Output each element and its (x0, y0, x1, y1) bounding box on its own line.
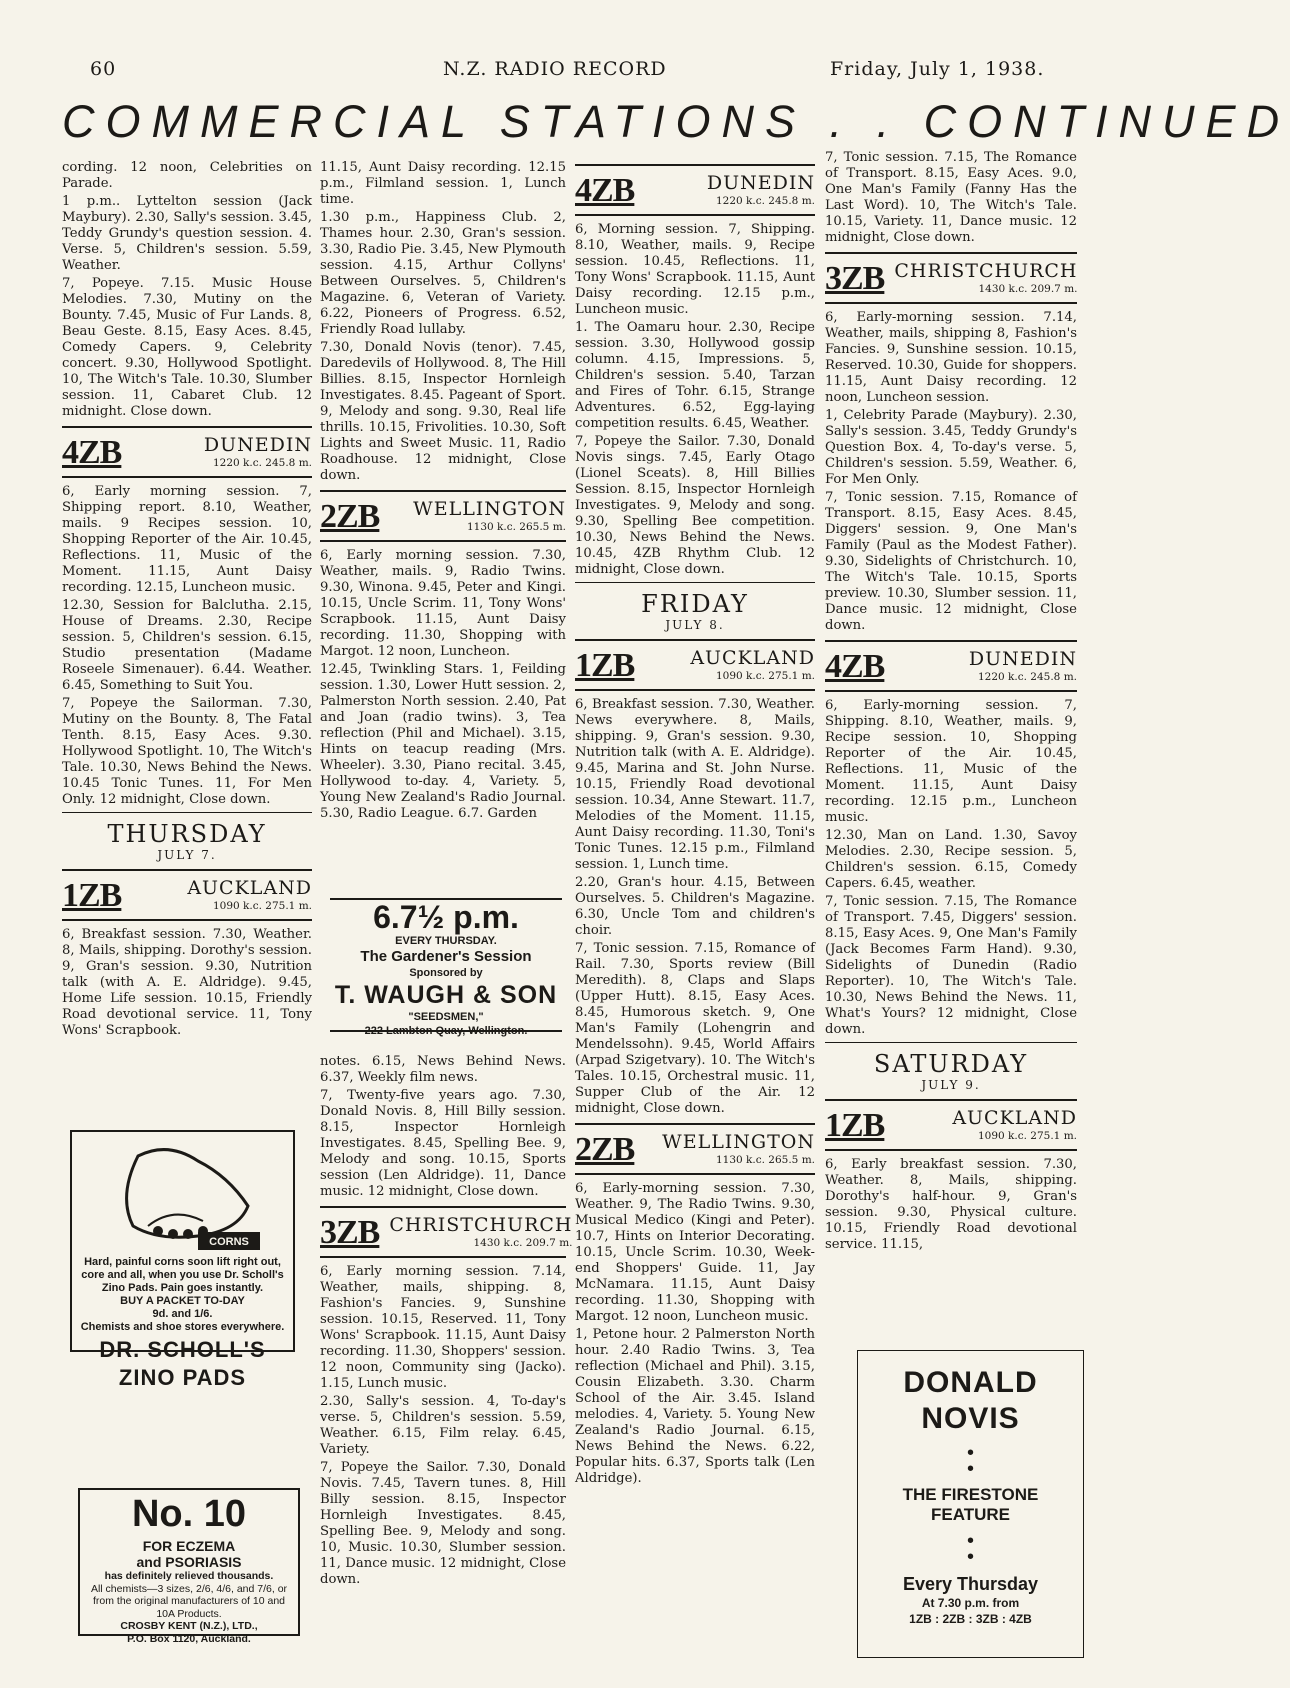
ad-brand: ZINO PADS (118, 1365, 247, 1390)
paragraph: 6, Early-morning session. 7.14, Weather, mails, shipping 8, Fashion's Fancies. 9, Sunshine session. 10.15, Reserved. 10.30, Guide for shoppers. 11.15, Aunt Daisy recording. 12 noon, Luncheon session. (825, 310, 1077, 405)
day-heading-saturday (825, 1051, 1077, 1093)
ad-condition: and PSORIASIS (136, 1554, 242, 1570)
station-city: DUNEDIN (203, 434, 312, 456)
section-banner: COMMERCIAL STATIONS . . CONTINUED (62, 96, 1290, 147)
paragraph: 7, Popeye the Sailor. 7.30, Donald Novis sings. 7.45, Early Otago (Lionel Sceats). 8, Hill Billies Session. 8.15, Inspector Hornleigh Investigates. 9, Melody and song. 9.30, Spelling Bee competition. 10.30, News Behind the News. 10.45, 4ZB Rhythm Club. 12 midnight, Close down. (575, 434, 815, 577)
station-frequency: 1130 k.c. 265.5 m. (715, 1154, 815, 1166)
column-1 (62, 160, 312, 1041)
ad-sponsor-name: T. WAUGH & SON (334, 981, 558, 1009)
station-header-4zb (62, 426, 312, 478)
station-header-1zb (825, 1099, 1077, 1151)
issue-date: Friday, July 1, 1938. (830, 58, 1045, 80)
paragraph: 7, Tonic session. 7.15, Romance of Transport. 8.15, Easy Aces. 8.45, Diggers' session. 9, One Man's Family (Paul as the Modest Father). 9.30, Sidelights of Christchurch. 10, The Witch's Tale. 10.15, Sports preview. 10.30, Slumber session. 11, Dance music. 12 midnight, Close down. (825, 490, 1077, 633)
day-date: JULY 8. (665, 618, 725, 632)
station-frequency: 1220 k.c. 245.8 m. (715, 195, 815, 207)
ad-copy: BUY A PACKET TO-DAY (120, 1295, 245, 1307)
paragraph: 6, Breakfast session. 7.30, Weather. News everywhere. 8, Mails, shipping. 9, Gran's session. 9.30, Nutrition talk (with A. E. Aldridge). 9.45, Marina and St. John Nurse. 10.15, Friendly Road devotional session. 10.34, Anne Stewart. 11.7, Melodies of the Moment. 11.15, Aunt Daisy recording. 11.30, Toni's Tonic Tunes. 12.15 p.m., Filmland session. 1, Lunch time. (575, 697, 815, 872)
donald-novis-firestone-ad (857, 1350, 1084, 1658)
ad-frequency: EVERY THURSDAY. (395, 935, 497, 947)
ad-copy: 9d. and 1/6. (152, 1308, 213, 1320)
paragraph: 1 p.m.. Lyttelton session (Jack Maybury). 2.30, Sally's session. 3.45, Teddy Grundy's question session. 4. Verse. 5, Children's session. 5.59, Weather. (62, 194, 312, 273)
publication-title: N.Z. RADIO RECORD (443, 58, 667, 80)
column-3 (575, 158, 815, 1489)
ad-title: The Gardener's Session (360, 948, 532, 965)
ad-copy: Chemists and shoe stores everywhere. (80, 1321, 285, 1333)
paragraph: 6, Early morning session. 7.14, Weather, mails, shipping. 8, Fashion's Fancies. 9, Sunshine session. 10.15, Reserved. 11, Tony Wons' Scrapbook. 11.15, Aunt Daisy recording. 11.30, Shoppers' session. 12 noon, Community sing (Jacko). 1.15, Lunch music. (320, 1264, 566, 1391)
day-name: FRIDAY (641, 590, 749, 618)
ornament-dots: • • (966, 1442, 974, 1480)
station-header-3zb (320, 1206, 573, 1258)
station-city: DUNEDIN (968, 648, 1077, 670)
waugh-gardeners-session-ad (330, 898, 562, 1037)
ad-copy: All chemists—3 sizes, 2/6, 4/6, and 7/6, or from the original manufacturers of 10 and 10A Products. (90, 1582, 288, 1620)
station-frequency: 1090 k.c. 275.1 m. (212, 900, 312, 912)
station-city: AUCKLAND (187, 877, 312, 899)
station-city: CHRISTCHURCH (894, 260, 1078, 282)
ad-sponsor-address: 222 Lambton Quay, Wellington. (364, 1025, 528, 1037)
station-code: 4ZB (825, 648, 885, 685)
day-name: SATURDAY (873, 1050, 1029, 1078)
ad-time: At 7.30 p.m. from (921, 1596, 1020, 1610)
ad-condition: FOR ECZEMA (142, 1538, 236, 1554)
paragraph: 7, Popeye the Sailorman. 7.30, Mutiny on the Bounty. 8, The Fatal Tenth. 8.15, Easy Aces. 9.30. Hollywood Spotlight. 10, The Witch's Tale. 10.30, News Behind the News. 10.45 Tonic Tunes. 11, For Men Only. 12 midnight, Close down. (62, 696, 312, 807)
station-city: CHRISTCHURCH (389, 1214, 573, 1236)
ad-feature: FEATURE (930, 1505, 1010, 1524)
station-header-4zb (825, 640, 1077, 692)
station-code: 1ZB (62, 877, 122, 914)
station-frequency: 1430 k.c. 209.7 m. (473, 1237, 573, 1249)
paragraph: 7, Tonic session. 7.15, Romance of Rail. 7.30, Sports review (Bill Meredith). 8, Claps and Slaps (Upper Hutt). 8.15, Easy Aces. 8.45, Humorous sketch. 9, One Man's Family (Lohengrin and Mendelssohn). 9.45, World Affairs (Arpad Szigetvary). 10. The Witch's Tales. 10.15, Orchestral music. 11, Supper Club of the Air. 12 midnight, Close down. (575, 941, 815, 1116)
page-number: 60 (90, 58, 117, 80)
paragraph: 7.30, Donald Novis (tenor). 7.45, Daredevils of Hollywood. 8, The Hill Billies. 8.15, Inspector Hornleigh Investigates. 8.45. Pageant of Sport. 9, Melody and song. 9.30, Real life thrills. 10.15, Frivolities. 10.30, Soft Lights and Sweet Music. 11, Radio Roadhouse. 12 midnight, Close down. (320, 340, 566, 483)
station-code: 1ZB (575, 647, 635, 684)
paragraph: 6, Early breakfast session. 7.30, Weather. 8, Mails, shipping. Dorothy's half-hour. 9, Gran's session. 9.30, Physical culture. 10.15, Friendly Road devotional service. 11.15, (825, 1157, 1077, 1252)
no10-eczema-ad (78, 1488, 300, 1645)
ad-stations: 1ZB : 2ZB : 3ZB : 4ZB (909, 1612, 1032, 1626)
corns-label: CORNS (208, 1236, 249, 1248)
station-frequency: 1220 k.c. 245.8 m. (977, 671, 1077, 683)
day-heading-friday (575, 591, 815, 633)
ad-performer-name: NOVIS (921, 1402, 1020, 1435)
paragraph: 1. The Oamaru hour. 2.30, Recipe session. 3.30, Hollywood gossip column. 4.15, Impressions. 5, Children's session. 5.40, Tarzan and Fires of Tohr. 6.15, Strange Adventures. 6.52, Egg-laying competition results. 6.45, Weather. (575, 320, 815, 431)
ad-address: P.O. Box 1120, Auckland. (127, 1632, 251, 1645)
station-city: DUNEDIN (706, 172, 815, 194)
paragraph: 6, Early-morning session. 7.30, Weather. 9, The Radio Twins. 9.30, Musical Medico (Kingi and Peter). 10.7, Hints on Interior Decorating. 10.15, Uncle Scrim. 10.30, Week-end Shoppers' Guide. 11, Jay McNamara. 11.15, Aunt Daisy recording. 11.30, Shopping with Margot. 12 noon, Luncheon music. (575, 1181, 815, 1324)
day-date: JULY 9. (921, 1078, 981, 1092)
station-code: 3ZB (320, 1214, 380, 1251)
paragraph: 7, Tonic session. 7.15, The Romance of Transport. 8.15, Easy Aces. 9.0, One Man's Family (Fanny Has the Last Word). 10, The Witch's Tale. 10.15, Variety. 11, Dance music. 12 midnight, Close down. (825, 150, 1077, 245)
paragraph: 12.45, Twinkling Stars. 1, Feilding session. 1.30, Lower Hutt session. 2, Palmerston North session. 2.40, Pat and Joan (radio twins). 3, Tea reflection (Phil and Michael). 3.15, Hints on teacup reading (Mrs. Wheeler). 3.30, Piano recital. 3.45, Hollywood to-day. 4, Variety. 5, Young New Zealand's Radio Journal. 5.30, Radio League. 6.7. Garden (320, 662, 566, 821)
station-header-2zb (575, 1123, 815, 1175)
paragraph: 12.30, Man on Land. 1.30, Savoy Melodies. 2.30, Recipe session. 5, Children's session. 6.15, Comedy Capers. 6.45, weather. (825, 828, 1077, 891)
day-date: JULY 7. (157, 848, 217, 862)
ad-sponsor-label: Sponsored by (409, 967, 483, 979)
foot-illustration (76, 1136, 289, 1256)
paragraph: 2.20, Gran's hour. 4.15, Between Ourselves. 5. Children's Magazine. 6.30, Uncle Tom and children's choir. (575, 875, 815, 938)
station-header-1zb (575, 639, 815, 691)
paragraph: cording. 12 noon, Celebrities on Parade. (62, 160, 312, 191)
paragraph: 1.30 p.m., Happiness Club. 2, Thames hour. 2.30, Gran's session. 3.30, Radio Pie. 3.45, New Plymouth session. 4.15, Arthur Collyns' Between Ourselves. 5, Children's Magazine. 6, Veteran of Variety. 6.22, Pioneers of Progress. 6.52, Friendly Road lullaby. (320, 210, 566, 337)
paragraph: 6, Early morning session. 7.30, Weather, mails. 9, Radio Twins. 9.30, Winona. 9.45, Peter and Kingi. 10.15, Uncle Scrim. 11, Tony Wons' Scrapbook. 11.15, Aunt Daisy recording. 11.30, Shopping with Margot. 12 noon, Luncheon. (320, 548, 566, 659)
scholl-zino-pads-ad (70, 1130, 295, 1390)
paragraph: 1, Celebrity Parade (Maybury). 2.30, Sally's session. 3.45, Teddy Grundy's Question Box. 4, To-day's verse. 5, Children's session. 5.59, Weather. 6, For Men Only. (825, 408, 1077, 487)
paragraph: 11.15, Aunt Daisy recording. 12.15 p.m., Filmland session. 1, Lunch time. (320, 160, 566, 207)
ad-claim: has definitely relieved thousands. (104, 1570, 274, 1582)
station-frequency: 1130 k.c. 265.5 m. (466, 521, 566, 533)
column-2-continued (320, 1054, 573, 1590)
ad-brand: DR. SCHOLL'S (99, 1337, 266, 1362)
station-header-1zb (62, 869, 312, 921)
ad-schedule: Every Thursday (902, 1574, 1039, 1594)
paragraph: 12.30, Session for Balclutha. 2.15, House of Dreams. 2.30, Recipe session. 5, Children's session. 6.15, Studio presentation (Madame Roseele Simenauer). 6.44. Weather. 6.45, Something to Suit You. (62, 598, 312, 693)
paragraph: notes. 6.15, News Behind News. 6.37, Weekly film news. (320, 1054, 566, 1085)
station-frequency: 1090 k.c. 275.1 m. (977, 1130, 1077, 1142)
paragraph: 6, Breakfast session. 7.30, Weather. 8, Mails, shipping. Dorothy's session. 9, Gran's session. 9.30, Nutrition talk (with A. E. Aldridge). 9.45, Home Life session. 10.15, Friendly Road devotional service. 11, Tony Wons' Scrapbook. (62, 927, 312, 1038)
station-city: WELLINGTON (413, 498, 566, 520)
station-code: 2ZB (575, 1131, 635, 1168)
paragraph: 2.30, Sally's session. 4, To-day's verse. 5, Children's session. 5.59, Weather. 6.15, Film relay. 6.45, Variety. (320, 1394, 566, 1457)
paragraph: 7, Popeye. 7.15. Music House Melodies. 7.30, Mutiny on the Bounty. 7.45, Music of Fur Lands. 8, Beau Geste. 8.15, Easy Aces. 8.45, Comedy Capers. 9, Celebrity concert. 9.30, Hollywood Spotlight. 10, The Witch's Tale. 10.30, Slumber session. 11, Cabaret Club. 12 midnight. Close down. (62, 276, 312, 419)
paragraph: 6, Morning session. 7, Shipping. 8.10, Weather, mails. 9, Recipe session. 10.45, Reflections. 11, Tony Wons' Scrapbook. 11.15, Aunt Daisy recording. 12.15 p.m., Luncheon music. (575, 222, 815, 317)
ad-feature: THE FIRESTONE (902, 1485, 1039, 1504)
station-header-2zb (320, 490, 566, 542)
column-4 (825, 150, 1077, 1255)
station-city: AUCKLAND (690, 647, 815, 669)
station-frequency: 1430 k.c. 209.7 m. (978, 283, 1078, 295)
paragraph: 6, Early-morning session. 7, Shipping. 8.10, Weather, mails. 9, Recipe session. 10, Shopping Reporter of the Air. 10.45, Reflections. 11, Music of the Moment. 11.15, Aunt Daisy recording. 12.15 p.m., Luncheon music. (825, 698, 1077, 825)
day-heading-thursday (62, 821, 312, 863)
station-frequency: 1090 k.c. 275.1 m. (715, 670, 815, 682)
ad-copy: Hard, painful corns soon lift right out, core and all, when you use Dr. Scholl's Zino Pads. Pain goes instantly. (81, 1256, 284, 1294)
day-name: THURSDAY (107, 820, 267, 848)
station-code: 1ZB (825, 1107, 885, 1144)
ad-performer-name: DONALD (903, 1366, 1038, 1399)
ad-sponsor-trade: "SEEDSMEN," (408, 1011, 484, 1023)
station-city: WELLINGTON (662, 1131, 815, 1153)
station-code: 2ZB (320, 498, 380, 535)
paragraph: 6, Early morning session. 7, Shipping report. 8.10, Weather, mails. 9 Recipes session. 10, Shopping Reporter of the Air. 10.45, Reflections. 11, Music of the Moment. 11.15, Aunt Daisy recording. 12.15, Luncheon music. (62, 484, 312, 595)
paragraph: 7, Tonic session. 7.15, The Romance of Transport. 7.45, Diggers' session. 8.15, Easy Aces. 9, One Man's Family (Jack Becomes Farm Hand). 9.30, Sidelights of Dunedin (Radio Reporter). 10, The Witch's Tale. 10.30, News Behind the News. 11, What's Yours? 12 midnight, Close down. (825, 894, 1077, 1037)
paragraph: 7, Popeye the Sailor. 7.30, Donald Novis. 7.45, Tavern tunes. 8, Hill Billy session. 8.15, Inspector Hornleigh Investigates. 8.45, Spelling Bee. 9, Melody and song. 10, Music. 10.30, Slumber session. 11, Dance music. 12 midnight, Close down. (320, 1460, 566, 1587)
station-code: 3ZB (825, 260, 885, 297)
paragraph: 7, Twenty-five years ago. 7.30, Donald Novis. 8, Hill Billy session. 8.15, Inspector Hornleigh Investigates. 8.45, Spelling Bee. 9, Melody and song. 10.15, Sports session (Len Aldridge). 11, Dance music. 12 midnight, Close down. (320, 1088, 566, 1199)
ad-time: 6.7½ p.m. (373, 899, 519, 935)
paragraph: 1, Petone hour. 2 Palmerston North hour. 2.40 Radio Twins. 3, Tea reflection (Michael and Phil). 3.15, Cousin Elizabeth. 3.30. Charm School of the Air. 3.45. Island melodies. 4, Variety. 5. Young New Zealand's Radio Journal. 6.15, News Behind the News. 6.22, Popular hits. 6.37, Sports talk (Len Aldridge). (575, 1327, 815, 1486)
station-code: 4ZB (575, 172, 635, 209)
station-city: AUCKLAND (952, 1107, 1077, 1129)
column-2 (320, 160, 566, 824)
ornament-dots: • • (966, 1530, 974, 1568)
station-header-3zb (825, 252, 1077, 304)
station-frequency: 1220 k.c. 245.8 m. (212, 457, 312, 469)
ad-product-number: No. 10 (131, 1493, 247, 1535)
station-header-4zb (575, 164, 815, 216)
station-code: 4ZB (62, 434, 122, 471)
ad-company: CROSBY KENT (N.Z.), LTD., (120, 1620, 258, 1632)
